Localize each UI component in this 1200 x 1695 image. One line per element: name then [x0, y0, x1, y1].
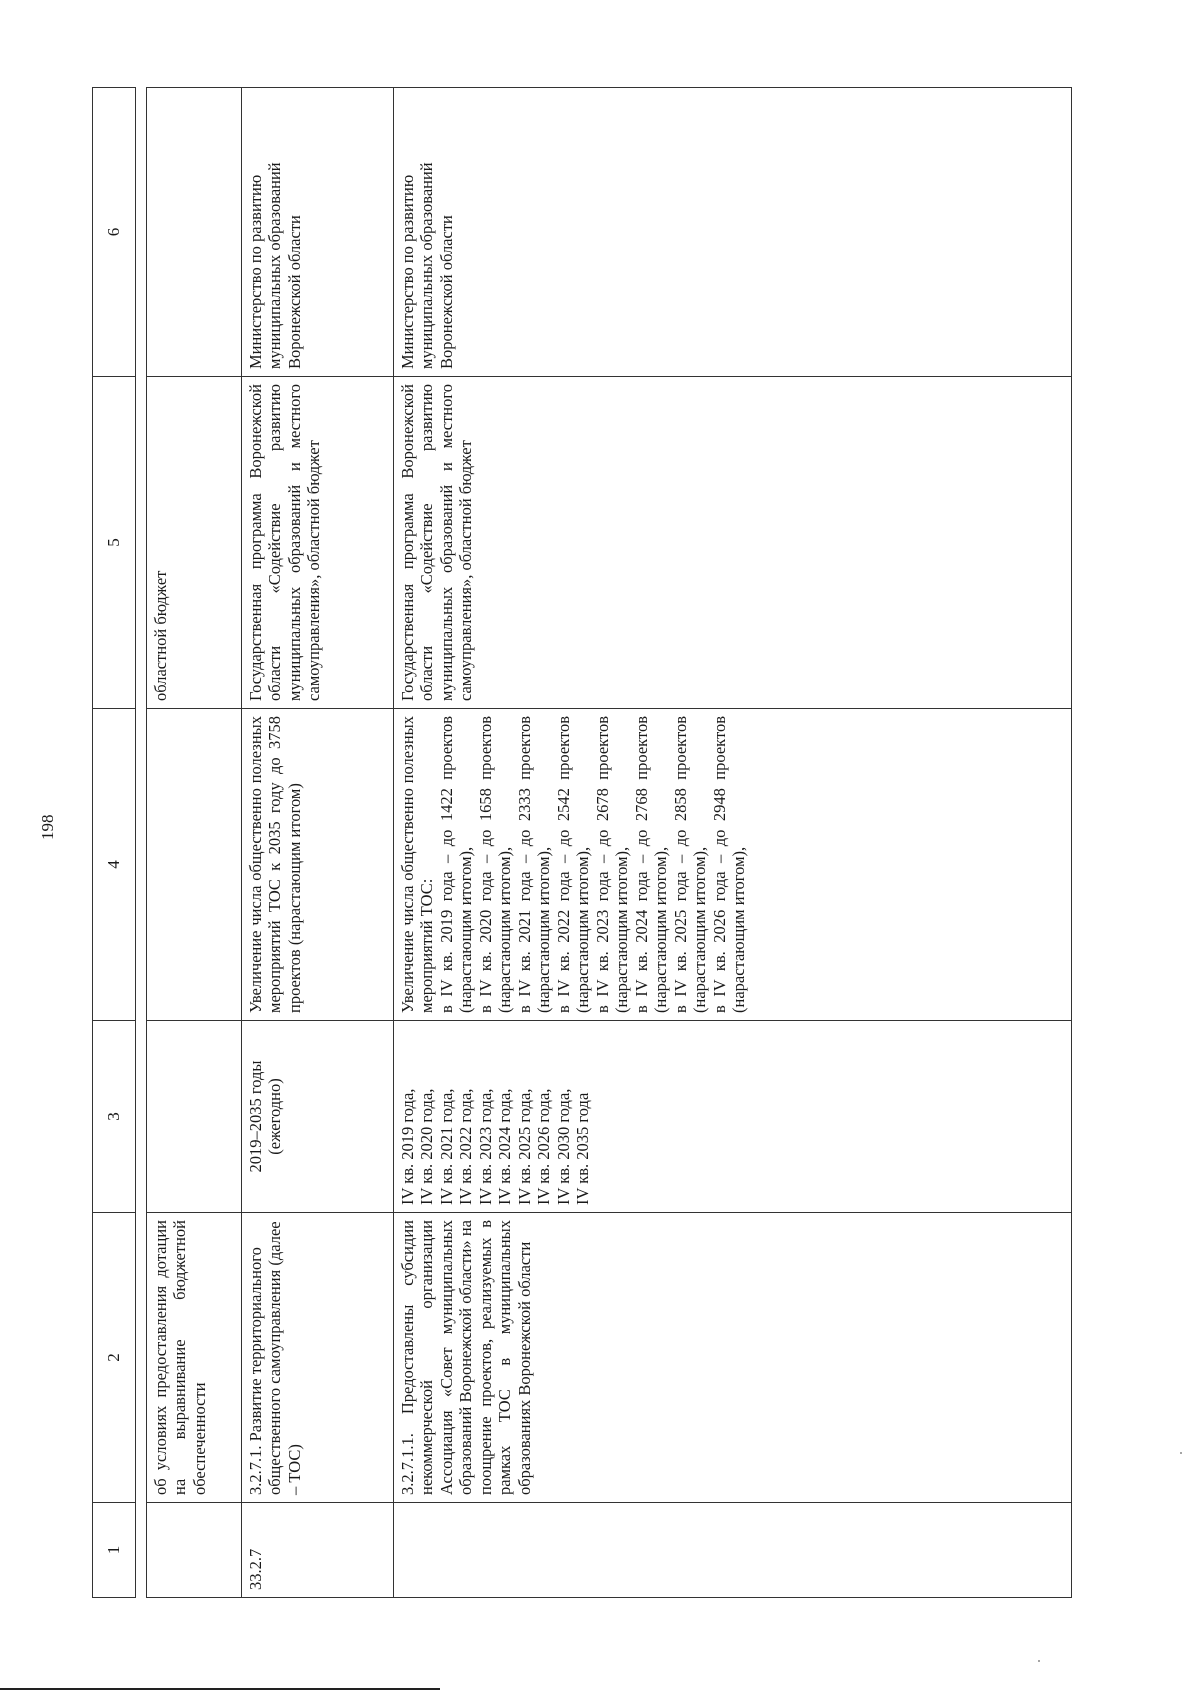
expected-result: Увеличение числа общественно полезных мероприятий ТОС: в IV кв. 2019 года – до 1422 проектов (нарастающим итогом), в IV кв. 2020 года – до 1658 проектов (нарастающим итогом), в IV кв. 2021 года – до 2333 проектов (нарастающим итогом), в IV кв. 2022 года – до 2542 проектов (нарастающим итогом), в IV кв. 2023 года – до 2678 проектов (нарастающим итогом), в IV кв. 2024 года – до 2768 проектов (нарастающим итогом), в IV кв. 2025 года – до 2858 проектов (нарастающим итогом), в IV кв. 2026 года – до 2948 проектов (нарастающим итогом),: [394, 709, 1072, 1021]
row-number: [394, 1503, 1072, 1598]
scan-speck: [1180, 1452, 1182, 1454]
event-description: 3.2.7.1. Развитие территориального общественного самоуправления (далее – ТОС): [242, 1213, 394, 1503]
column-number-4: 4: [93, 709, 136, 1021]
gap-cell: [136, 88, 147, 1598]
column-number-6: 6: [93, 88, 136, 377]
rotated-table-container: [92, 88, 1072, 1598]
funding-source: Государственная программа Воронежской области «Содействие развитию муниципальных образований и местного самоуправления», областной бюджет: [394, 377, 1072, 709]
column-number-row: [93, 88, 136, 1598]
deadline: 2019–2035 годы (ежегодно): [242, 1021, 394, 1213]
responsible-executor: [147, 88, 242, 377]
expected-result: Увеличение числа общественно полезных мероприятий ТОС к 2035 году до 3758 проектов (нарастающим итогом): [242, 709, 394, 1021]
funding-source: областной бюджет: [147, 377, 242, 709]
program-table: [92, 87, 1072, 1598]
column-number-3: 3: [93, 1021, 136, 1213]
deadline: IV кв. 2019 года, IV кв. 2020 года, IV кв. 2021 года, IV кв. 2022 года, IV кв. 2023 года, IV кв. 2024 года, IV кв. 2025 года, IV кв. 2026 года, IV кв. 2030 года, IV кв. 2035 года: [394, 1021, 1072, 1213]
table-row: [242, 88, 394, 1598]
deadline: [147, 1021, 242, 1213]
row-number: [147, 1503, 242, 1598]
table-row: [394, 88, 1072, 1598]
expected-result: [147, 709, 242, 1021]
column-number-5: 5: [93, 377, 136, 709]
column-number-2: 2: [93, 1213, 136, 1503]
row-number: 33.2.7: [242, 1503, 394, 1598]
scan-bottom-rule: [0, 1688, 440, 1690]
event-description: 3.2.7.1.1. Предоставлены субсидии некоммерческой организации Ассоциация «Совет муниципальных образований Воронежской области» на поощрение проектов, реализуемых в рамках ТОС в муниципальных образованиях Воронежской области: [394, 1213, 1072, 1503]
table-row: [147, 88, 242, 1598]
column-number-1: 1: [93, 1503, 136, 1598]
table-gap: [136, 88, 147, 1598]
funding-source: Государственная программа Воронежской области «Содействие развитию муниципальных образований и местного самоуправления», областной бюджет: [242, 377, 394, 709]
responsible-executor: Министерство по развитию муниципальных образований Воронежской области: [394, 88, 1072, 377]
page-number: 198: [38, 814, 57, 840]
responsible-executor: Министерство по развитию муниципальных образований Воронежской области: [242, 88, 394, 377]
scan-speck: [1038, 1660, 1040, 1662]
event-description: об условиях предоставления дотации на выравнивание бюджетной обеспеченности: [147, 1213, 242, 1503]
